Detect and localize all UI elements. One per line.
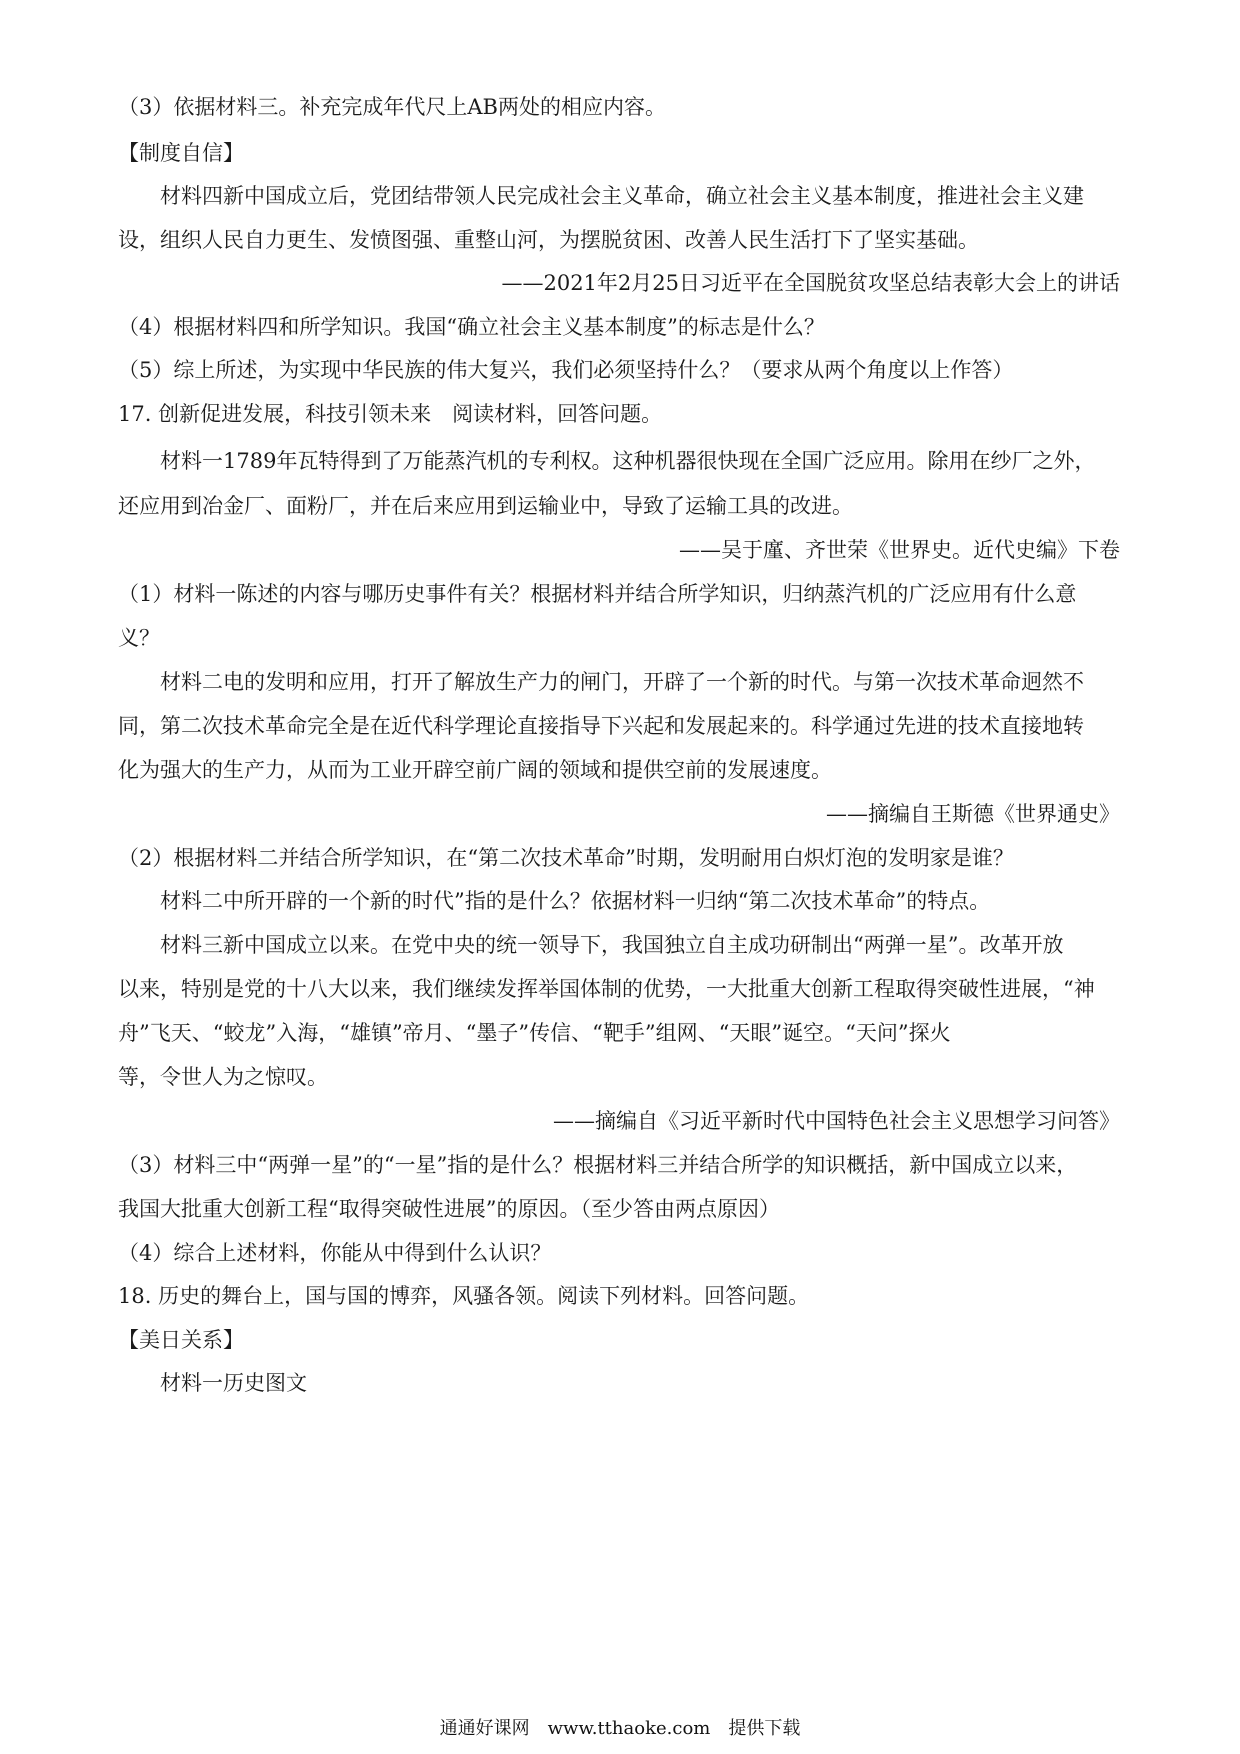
q17-material-1-line-1: 材料一1789年瓦特得到了万能蒸汽机的专利权。这种机器很快现在全国广泛应用。除用在纱厂之外， (160, 449, 1096, 473)
q18-material-1-label: 材料一历史图文 (160, 1371, 307, 1395)
question-5-text: （5）综上所述，为实现中华民族的伟大复兴，我们必须坚持什么？（要求从两个角度以上作答） (118, 358, 1014, 382)
question-18-title: 18. 历史的舞台上，国与国的博弈，风骚各领。阅读下列材料。回答问题。 (118, 1284, 810, 1308)
q17-material-3-line-2: 以来，特别是党的十八大以来，我们继续发挥举国体制的优势，一大批重大创新工程取得突破性进展，“神 (118, 977, 1095, 1001)
section-heading-system-confidence: 【制度自信】 (118, 141, 244, 165)
question-17-title: 17. 创新促进发展，科技引领未来 阅读材料，回答问题。 (118, 402, 663, 426)
q17-material-2-line-2: 同，第二次技术革命完全是在近代科学理论直接指导下兴起和发展起来的。科学通过先进的技术直接地转 (118, 714, 1084, 738)
q17-question-1-line-1: （1）材料一陈述的内容与哪历史事件有关？根据材料并结合所学知识，归纳蒸汽机的广泛应用有什么意 (118, 582, 1077, 606)
q17-material-3-source: ——摘编自《习近平新时代中国特色社会主义思想学习问答》 (553, 1109, 1120, 1133)
question-3-text: （3）依据材料三。补充完成年代尺上AB两处的相应内容。 (118, 95, 666, 119)
material-4-line-1: 材料四新中国成立后，党团结带领人民完成社会主义革命，确立社会主义基本制度，推进社会主义建 (160, 184, 1084, 208)
q17-question-3-line-1: （3）材料三中“两弹一星”的“一星”指的是什么？根据材料三并结合所学的知识概括，新中国成立以来， (118, 1153, 1078, 1177)
section-heading-us-japan-relations: 【美日关系】 (118, 1328, 244, 1352)
q17-question-2-line-2: 材料二中所开辟的一个新的时代”指的是什么？依据材料一归纳“第二次技术革命”的特点。 (160, 889, 991, 913)
material-4-line-2: 设，组织人民自力更生、发愤图强、重整山河，为摆脱贫困、改善人民生活打下了坚实基础。 (118, 228, 979, 252)
q17-question-2-line-1: （2）根据材料二并结合所学知识，在“第二次技术革命”时期，发明耐用白炽灯泡的发明家是谁？ (118, 846, 1014, 870)
q17-material-2-source: ——摘编自王斯德《世界通史》 (826, 802, 1120, 826)
question-4-text: （4）根据材料四和所学知识。我国“确立社会主义基本制度”的标志是什么？ (118, 315, 825, 339)
q17-material-1-source: ——吴于廑、齐世荣《世界史。近代史编》下卷 (679, 538, 1120, 562)
material-4-source: ——2021年2月25日习近平在全国脱贫攻坚总结表彰大会上的讲话 (501, 271, 1120, 295)
q17-material-1-line-2: 还应用到冶金厂、面粉厂，并在后来应用到运输业中，导致了运输工具的改进。 (118, 494, 853, 518)
q17-question-1-line-2: 义？ (118, 626, 160, 650)
q17-question-3-line-2: 我国大批重大创新工程“取得突破性进展”的原因。（至少答由两点原因） (118, 1197, 780, 1221)
q17-material-3-line-3: 舟”飞天、“蛟龙”入海，“雄镇”帝月、“墨子”传信、“靶手”组网、“天眼”诞空。“天问”探火 (118, 1021, 951, 1045)
q17-question-4-text: （4）综合上述材料，你能从中得到什么认识？ (118, 1241, 552, 1265)
q17-material-3-line-1: 材料三新中国成立以来。在党中央的统一领导下，我国独立自主成功研制出“两弹一星”。改革开放 (160, 933, 1064, 957)
page-footer: 通通好课网 www.tthaoke.com 提供下载 (439, 1718, 801, 1739)
q17-material-2-line-3: 化为强大的生产力，从而为工业开辟空前广阔的领域和提供空前的发展速度。 (118, 758, 832, 782)
q17-material-2-line-1: 材料二电的发明和应用，打开了解放生产力的闸门，开辟了一个新的时代。与第一次技术革命迥然不 (160, 670, 1084, 694)
q17-material-3-line-4: 等，令世人为之惊叹。 (118, 1065, 328, 1089)
